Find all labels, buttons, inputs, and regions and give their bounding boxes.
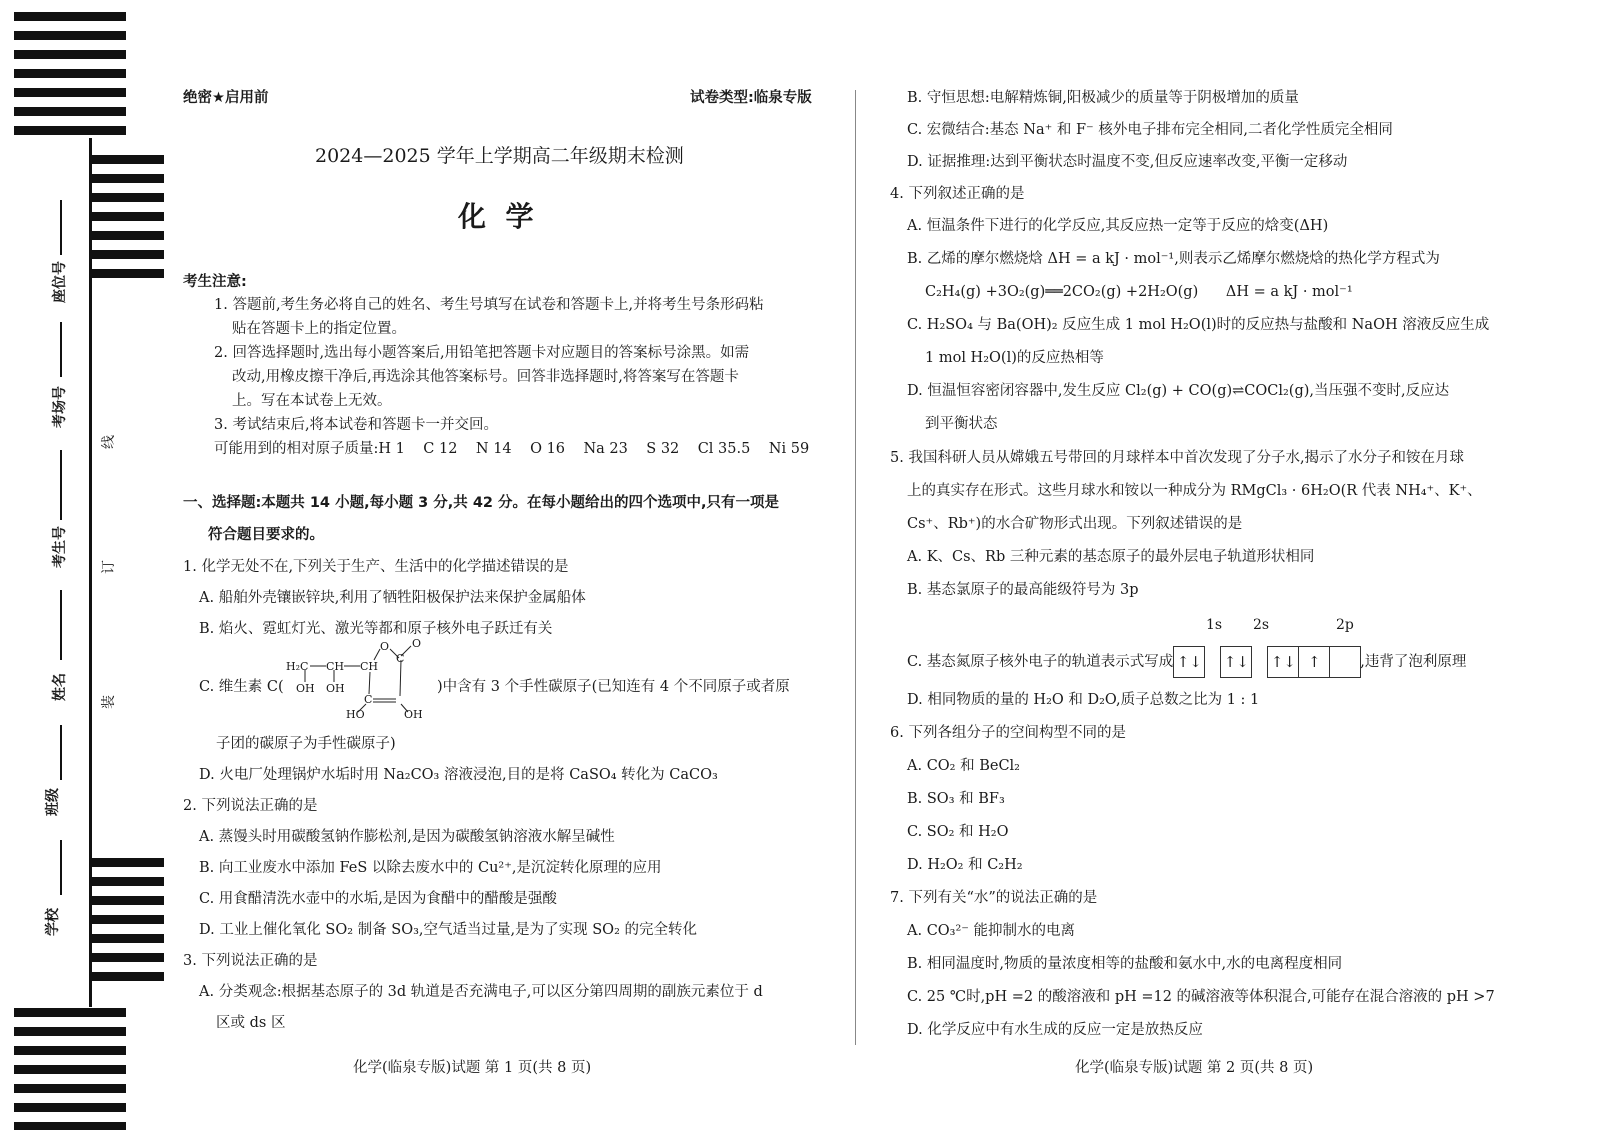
struct-oh2: OH <box>326 682 345 695</box>
binding-line <box>89 138 92 1007</box>
margin-bar <box>89 972 164 981</box>
q2-option-c: C. 用食醋清洗水壶中的水垢,是因为食醋中的醋酸是强酸 <box>199 891 557 907</box>
margin-bar <box>89 212 164 221</box>
margin-bar <box>89 858 164 867</box>
notice-1a: 1. 答题前,考生务必将自己的姓名、考生号填写在试卷和答题卡上,并将考生号条形码粘 <box>214 297 764 313</box>
q5-stem-2: 上的真实存在形式。这些月球水和铵以一种成分为 RMgCl₃ · 6H₂O(R 代表 NH₄⁺、K⁺、 <box>907 483 1482 499</box>
q2-option-d: D. 工业上催化氧化 SO₂ 制备 SO₃,空气适当过量,是为了实现 SO₂ 的完全转化 <box>199 922 697 938</box>
cut-bind-mark: 装 <box>101 695 117 709</box>
q5-option-c-post: ,违背了泡利原理 <box>1360 654 1467 670</box>
class-label: 班级 <box>45 788 61 816</box>
q6-option-d: D. H₂O₂ 和 C₂H₂ <box>907 857 1023 873</box>
orbital-box-2s: ↑↓ <box>1220 646 1252 678</box>
q5-option-c-pre: C. 基态氮原子核外电子的轨道表示式写成 <box>907 654 1174 670</box>
q7-stem: 7. 下列有关“水”的说法正确的是 <box>890 890 1098 906</box>
exam-room-field[interactable] <box>60 322 62 377</box>
q7-option-b: B. 相同温度时,物质的量浓度相等的盐酸和氨水中,水的电离程度相同 <box>907 956 1343 972</box>
orbital-box-2p-3 <box>1329 646 1361 678</box>
margin-bar <box>14 126 126 135</box>
q5-option-d: D. 相同物质的量的 H₂O 和 D₂O,质子总数之比为 1 : 1 <box>907 692 1260 708</box>
notice-2c: 上。写在本试卷上无效。 <box>232 393 392 409</box>
notice-title: 考生注意: <box>183 274 247 290</box>
q3-option-a2: 区或 ds 区 <box>216 1015 286 1031</box>
school-label: 学校 <box>45 908 61 936</box>
q4-option-d2: 到平衡状态 <box>925 416 998 432</box>
q1-option-a: A. 船舶外壳镶嵌锌块,利用了牺牲阳极保护法来保护金属船体 <box>199 590 586 606</box>
q5-stem-1: 5. 我国科研人员从嫦娥五号带回的月球样本中首次发现了分子水,揭示了水分子和铵在月球 <box>890 450 1465 466</box>
exam-no-field[interactable] <box>60 450 62 520</box>
margin-bar <box>89 953 164 962</box>
margin-bar <box>89 915 164 924</box>
q5-stem-3: Cs⁺、Rb⁺)的水合矿物形式出现。下列叙述错误的是 <box>907 516 1243 532</box>
notice-1b: 贴在答题卡上的指定位置。 <box>232 321 406 337</box>
margin-bar <box>14 1008 126 1017</box>
cut-line-mark: 线 <box>101 435 117 449</box>
struct-o-ring: O <box>380 640 390 653</box>
q4-option-c1: C. H₂SO₄ 与 Ba(OH)₂ 反应生成 1 mol H₂O(l)时的反应热与盐酸和 NaOH 溶液反应生成 <box>907 317 1490 333</box>
struct-ch1: CH <box>326 660 345 673</box>
q3-option-c: C. 宏微结合:基态 Na⁺ 和 F⁻ 核外电子排布完全相同,二者化学性质完全相同 <box>907 122 1393 138</box>
struct-o-carbonyl: O <box>412 637 422 650</box>
margin-bar <box>14 1046 126 1055</box>
orbital-box-2p-1: ↑↓ <box>1267 646 1299 678</box>
q7-option-a: A. CO₃²⁻ 能抑制水的电离 <box>907 923 1076 939</box>
name-field[interactable] <box>60 590 62 660</box>
q3-stem: 3. 下列说法正确的是 <box>183 953 318 969</box>
q1-option-b: B. 焰火、霓虹灯光、激光等都和原子核外电子跃迁有关 <box>199 621 553 637</box>
margin-bar <box>14 1103 126 1112</box>
q6-option-c: C. SO₂ 和 H₂O <box>907 824 1009 840</box>
q6-option-a: A. CO₂ 和 BeCl₂ <box>907 758 1020 774</box>
margin-bar <box>89 155 164 164</box>
atomic-masses: 可能用到的相对原子质量:H 1 C 12 N 14 O 16 Na 23 S 32 Cl 35.5 Ni 59 <box>214 441 810 457</box>
margin-bar <box>14 50 126 59</box>
struct-oh3: OH <box>404 708 423 721</box>
margin-bar <box>14 1084 126 1093</box>
margin-bar <box>89 877 164 886</box>
struct-c-carbonyl: C <box>396 652 405 665</box>
margin-bar <box>14 1065 126 1074</box>
q4-option-d1: D. 恒温恒容密闭容器中,发生反应 Cl₂(g) + CO(g)⇌COCl₂(g),当压强不变时,反应达 <box>907 383 1450 399</box>
footer-left: 化学(临泉专版)试题 第 1 页(共 8 页) <box>353 1060 592 1076</box>
margin-bar <box>14 12 126 21</box>
subject-title: 化 学 <box>458 200 534 233</box>
margin-bar <box>89 174 164 183</box>
q2-option-a: A. 蒸馒头时用碳酸氢钠作膨松剂,是因为碳酸氢钠溶液水解呈碱性 <box>199 829 615 845</box>
notice-2a: 2. 回答选择题时,选出每小题答案后,用铅笔把答题卡对应题目的答案标号涂黑。如需 <box>214 345 750 361</box>
secret-label: 绝密★启用前 <box>183 90 269 106</box>
q1-option-d: D. 火电厂处理锅炉水垢时用 Na₂CO₃ 溶液浸泡,目的是将 CaSO₄ 转化为 CaCO₃ <box>199 767 718 783</box>
q6-stem: 6. 下列各组分子的空间构型不同的是 <box>890 725 1126 741</box>
q1-option-c-cont: 子团的碳原子为手性碳原子) <box>216 736 396 752</box>
q2-option-b: B. 向工业废水中添加 FeS 以除去废水中的 Cu²⁺,是沉淀转化原理的应用 <box>199 860 662 876</box>
q5-option-a: A. K、Cs、Rb 三种元素的基态原子的最外层电子轨道形状相同 <box>907 549 1315 565</box>
orbital-label-1s: 1s <box>1206 617 1223 633</box>
orbital-label-2p: 2p <box>1336 617 1354 633</box>
margin-bar <box>14 88 126 97</box>
q1-stem: 1. 化学无处不在,下列关于生产、生活中的化学描述错误的是 <box>183 559 569 575</box>
q4-option-b2: C₂H₄(g) +3O₂(g)══2CO₂(g) +2H₂O(g) ΔH = a kJ · mol⁻¹ <box>925 284 1353 300</box>
q1-option-c-pre: C. 维生素 C( <box>199 679 284 695</box>
q7-option-c: C. 25 ℃时,pH =2 的酸溶液和 pH =12 的碱溶液等体积混合,可能存在混合溶液的 pH >7 <box>907 989 1495 1005</box>
q1-option-c-post: )中含有 3 个手性碳原子(已知连有 4 个不同原子或者原 <box>437 679 790 695</box>
q2-stem: 2. 下列说法正确的是 <box>183 798 318 814</box>
q3-option-d: D. 证据推理:达到平衡状态时温度不变,但反应速率改变,平衡一定移动 <box>907 154 1348 170</box>
margin-bar <box>89 269 164 278</box>
q5-option-b: B. 基态氯原子的最高能级符号为 3p <box>907 582 1139 598</box>
column-divider <box>855 90 856 1045</box>
struct-oh1: OH <box>296 682 315 695</box>
margin-bar <box>89 934 164 943</box>
school-field[interactable] <box>60 840 62 895</box>
name-label: 姓名 <box>52 673 68 701</box>
q7-option-d: D. 化学反应中有水生成的反应一定是放热反应 <box>907 1022 1203 1038</box>
margin-bar <box>14 1122 126 1130</box>
vitamin-c-structure <box>286 637 436 721</box>
seat-field[interactable] <box>60 200 62 255</box>
exam-no-label: 考生号 <box>52 526 68 568</box>
q4-option-b1: B. 乙烯的摩尔燃烧焓 ΔH = a kJ · mol⁻¹,则表示乙烯摩尔燃烧焓的热化学方程式为 <box>907 251 1440 267</box>
margin-bar <box>89 250 164 259</box>
q3-option-b: B. 守恒思想:电解精炼铜,阳极减少的质量等于阴极增加的质量 <box>907 90 1299 106</box>
struct-c: C <box>364 693 373 706</box>
margin-bar <box>89 896 164 905</box>
margin-bar <box>14 107 126 116</box>
exam-title: 2024—2025 学年上学期高二年级期末检测 <box>315 145 684 167</box>
q4-stem: 4. 下列叙述正确的是 <box>890 186 1025 202</box>
orbital-box-2p-2: ↑ <box>1298 646 1330 678</box>
margin-bar <box>14 69 126 78</box>
struct-h2c: H₂C <box>286 660 309 673</box>
seat-label: 座位号 <box>52 261 68 303</box>
q5-option-c <box>907 645 1466 679</box>
class-field[interactable] <box>60 725 62 780</box>
notice-3: 3. 考试结束后,将本试卷和答题卡一并交回。 <box>214 417 499 433</box>
notice-2b: 改动,用橡皮擦干净后,再选涂其他答案标号。回答非选择题时,将答案写在答题卡 <box>232 369 739 385</box>
margin-bar <box>14 1027 126 1036</box>
section1-line2: 符合题目要求的。 <box>208 527 324 543</box>
margin-bar <box>89 193 164 202</box>
section1-line1: 一、选择题:本题共 14 小题,每小题 3 分,共 42 分。在每小题给出的四个选项中,只有一项是 <box>183 495 780 511</box>
margin-bar <box>89 231 164 240</box>
orbital-label-2s: 2s <box>1253 617 1270 633</box>
paper-type: 试卷类型:临泉专版 <box>690 90 812 106</box>
margin-bar <box>14 31 126 40</box>
q3-option-a1: A. 分类观念:根据基态原子的 3d 轨道是否充满电子,可以区分第四周期的副族元素位于 d <box>199 984 763 1000</box>
q4-option-c2: 1 mol H₂O(l)的反应热相等 <box>925 350 1104 366</box>
q6-option-b: B. SO₃ 和 BF₃ <box>907 791 1005 807</box>
cut-order-mark: 订 <box>101 560 117 574</box>
struct-ch2: CH <box>360 660 379 673</box>
struct-ho: HO <box>346 708 365 721</box>
orbital-box-1s: ↑↓ <box>1173 646 1205 678</box>
footer-right: 化学(临泉专版)试题 第 2 页(共 8 页) <box>1075 1060 1314 1076</box>
q4-option-a: A. 恒温条件下进行的化学反应,其反应热一定等于反应的焓变(ΔH) <box>907 218 1329 234</box>
exam-room-label: 考场号 <box>52 386 68 428</box>
